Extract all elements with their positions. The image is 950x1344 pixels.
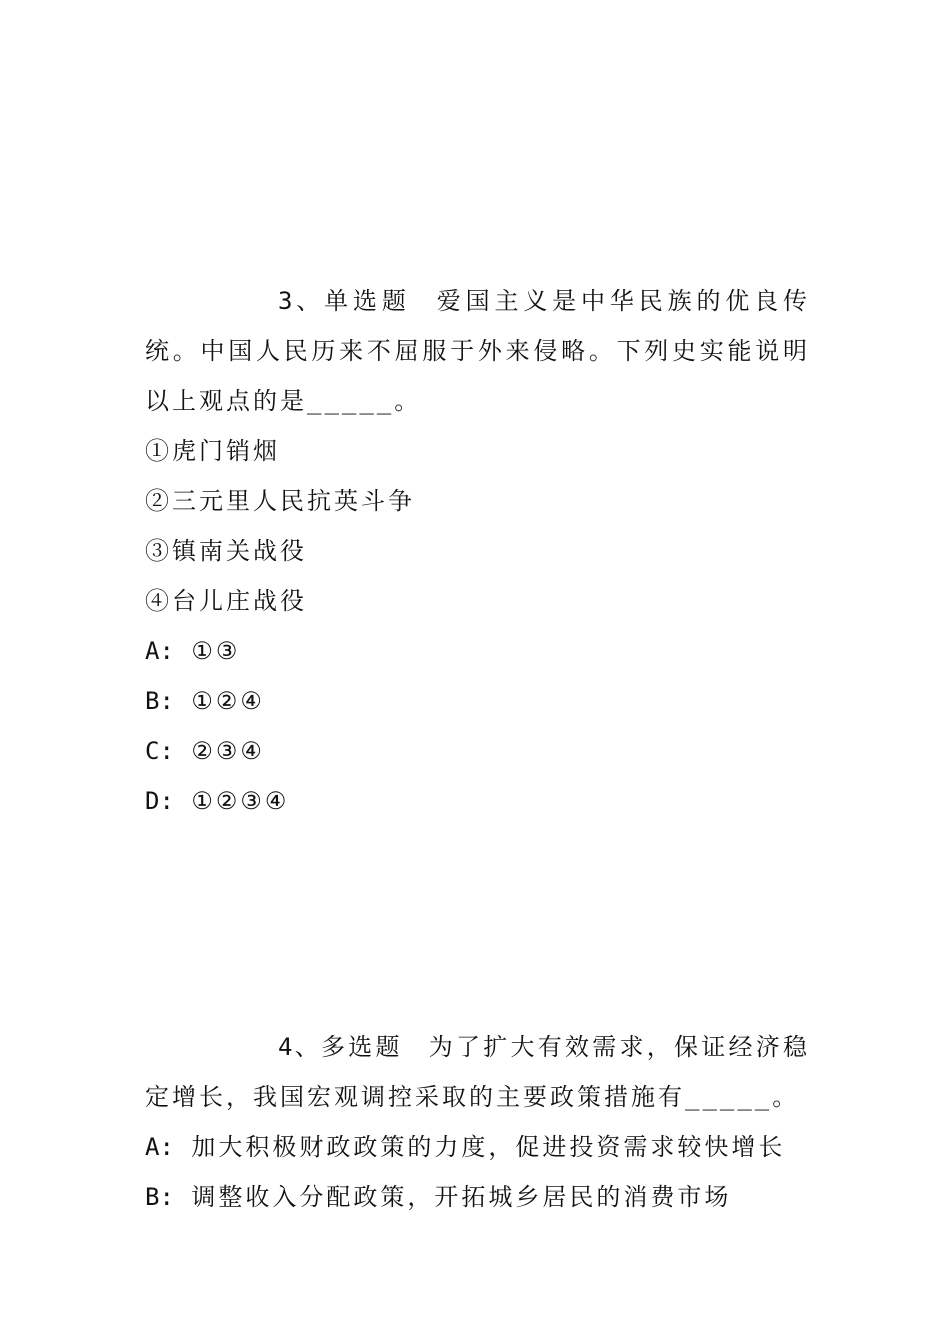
option-text: ①②④ [173, 687, 265, 715]
question-text: 爱国主义是中华民族的优良传统。中国人民历来不屈服于外来侵略。下列史实能说明以上观点的是_____。 [145, 287, 811, 415]
option-letter: C: [145, 737, 174, 765]
statement-1: ①虎门销烟 [145, 437, 280, 465]
option-text: 加大积极财政政策的力度，促进投资需求较快增长 [173, 1133, 786, 1161]
question-text: 为了扩大有效需求，保证经济稳定增长，我国宏观调控采取的主要政策措施有_____。 [145, 1033, 811, 1111]
question-number: 3、 [278, 287, 325, 315]
option-b [145, 676, 810, 726]
question-stem [145, 1022, 810, 1122]
option-d [145, 776, 810, 826]
option-letter: B: [145, 1183, 174, 1211]
option-a [145, 1122, 810, 1172]
option-b [145, 1172, 810, 1222]
question-number: 4、 [278, 1033, 321, 1061]
option-letter: A: [145, 637, 174, 665]
question-type: 单选题 [324, 287, 411, 315]
option-letter: A: [145, 1133, 174, 1161]
option-text: ①③ [173, 637, 241, 665]
statement-4: ④台儿庄战役 [145, 587, 307, 615]
question-4 [145, 1022, 810, 1222]
statement-2: ②三元里人民抗英斗争 [145, 487, 415, 515]
statement-3: ③镇南关战役 [145, 537, 307, 565]
question-stem [145, 276, 810, 426]
option-text: ①②③④ [173, 787, 290, 815]
question-type: 多选题 [320, 1033, 403, 1061]
option-letter: D: [145, 787, 174, 815]
option-text: ②③④ [173, 737, 265, 765]
option-a [145, 626, 810, 676]
question-3 [145, 276, 810, 826]
option-c [145, 726, 810, 776]
option-text: 调整收入分配政策，开拓城乡居民的消费市场 [173, 1183, 732, 1211]
option-letter: B: [145, 687, 174, 715]
